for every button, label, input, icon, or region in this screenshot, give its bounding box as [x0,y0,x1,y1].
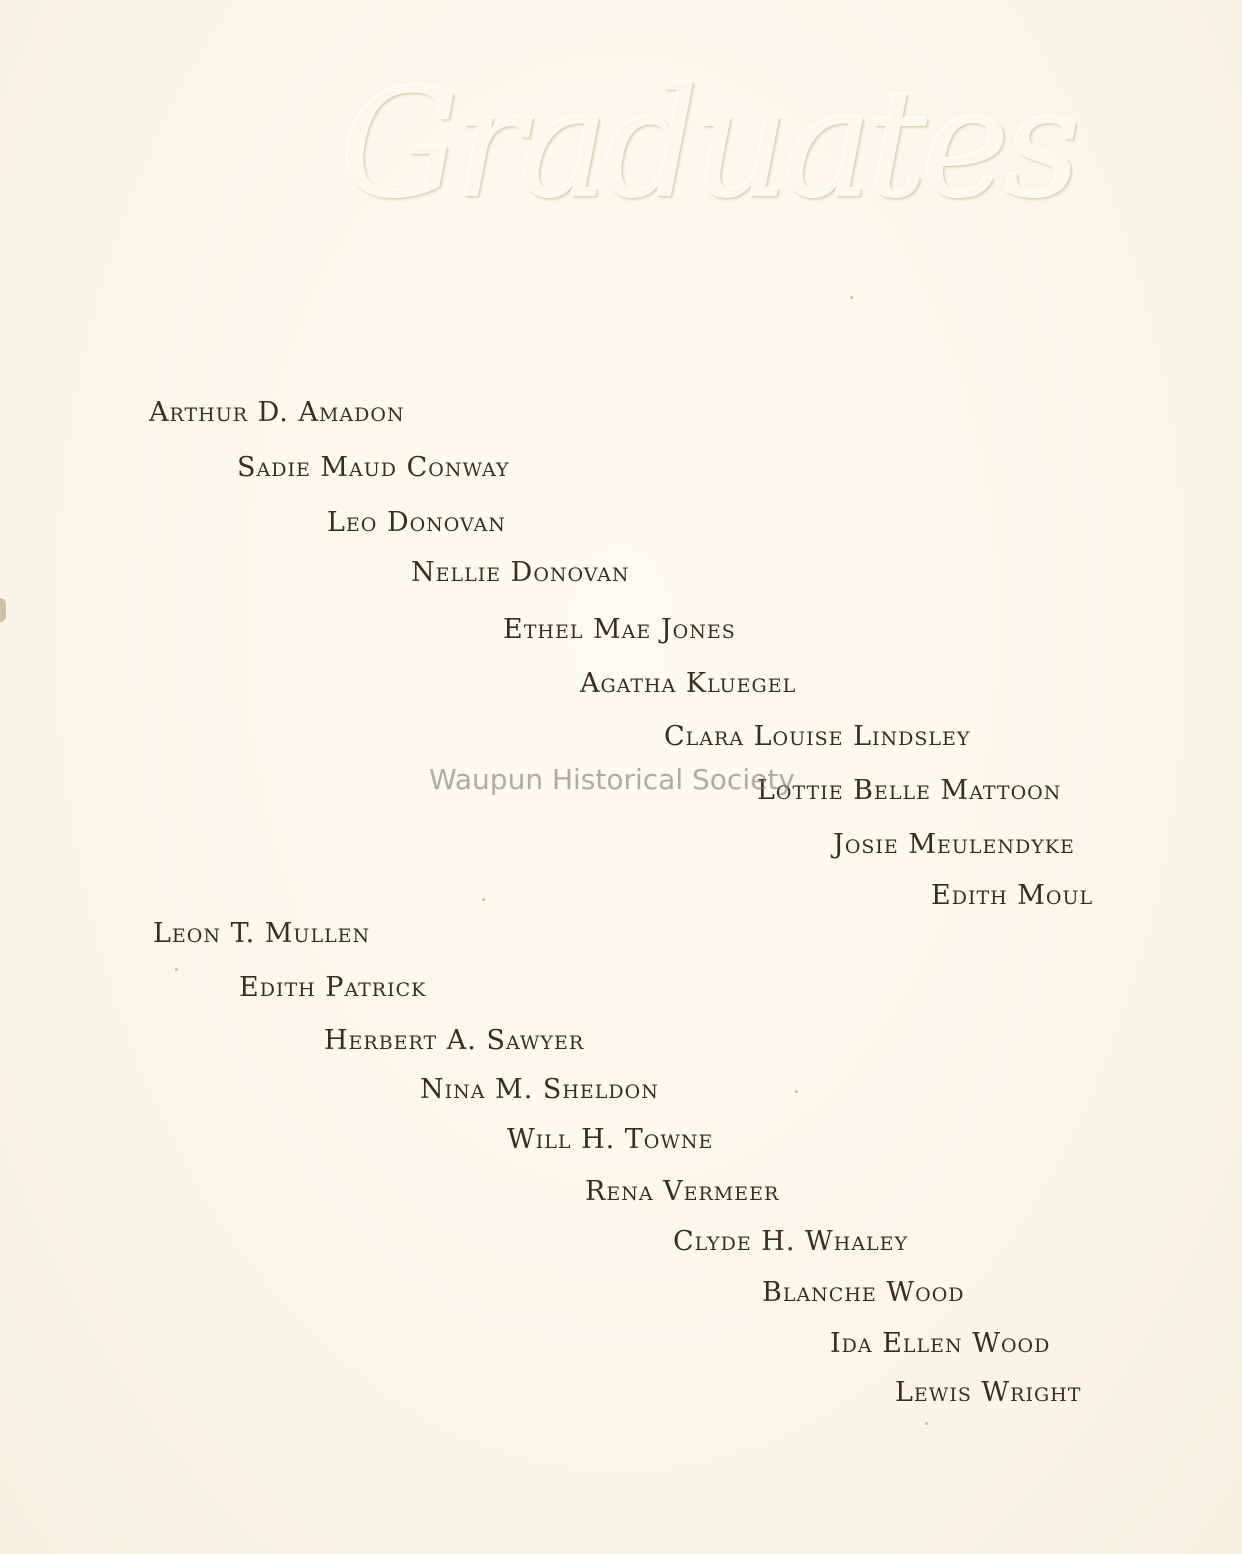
graduate-name: Leo Donovan [327,507,506,538]
graduate-name: Nina M. Sheldon [420,1074,659,1105]
watermark: Waupun Historical Society [429,763,795,796]
graduate-name: Clyde H. Whaley [673,1226,909,1257]
paper-speck [795,1090,798,1093]
graduate-name: Ethel Mae Jones [503,614,736,645]
paper-speck [175,968,178,971]
graduate-name: Agatha Kluegel [580,668,797,699]
binding-hole-mark [0,598,6,622]
graduate-name: Edith Moul [931,880,1094,911]
graduate-name: Sadie Maud Conway [237,452,510,483]
graduate-name: Edith Patrick [239,972,427,1003]
graduate-name: Will H. Towne [507,1124,714,1155]
graduate-name: Lottie Belle Mattoon [757,775,1062,806]
graduate-name: Blanche Wood [762,1277,965,1308]
graduate-name: Herbert A. Sawyer [324,1025,585,1056]
graduate-name: Lewis Wright [895,1377,1082,1408]
paper-speck [482,898,485,901]
graduate-name: Leon T. Mullen [153,918,371,949]
graduate-name: Clara Louise Lindsley [664,721,971,752]
graduate-name: Josie Meulendyke [833,829,1075,860]
paper-speck [925,1422,928,1425]
graduate-name: Rena Vermeer [585,1176,780,1207]
paper-speck [850,296,853,299]
graduate-name: Ida Ellen Wood [830,1328,1051,1359]
graduate-name: Nellie Donovan [411,557,630,588]
graduate-name: Arthur D. Amadon [149,397,405,428]
embossed-heading: Graduates [340,58,1076,232]
